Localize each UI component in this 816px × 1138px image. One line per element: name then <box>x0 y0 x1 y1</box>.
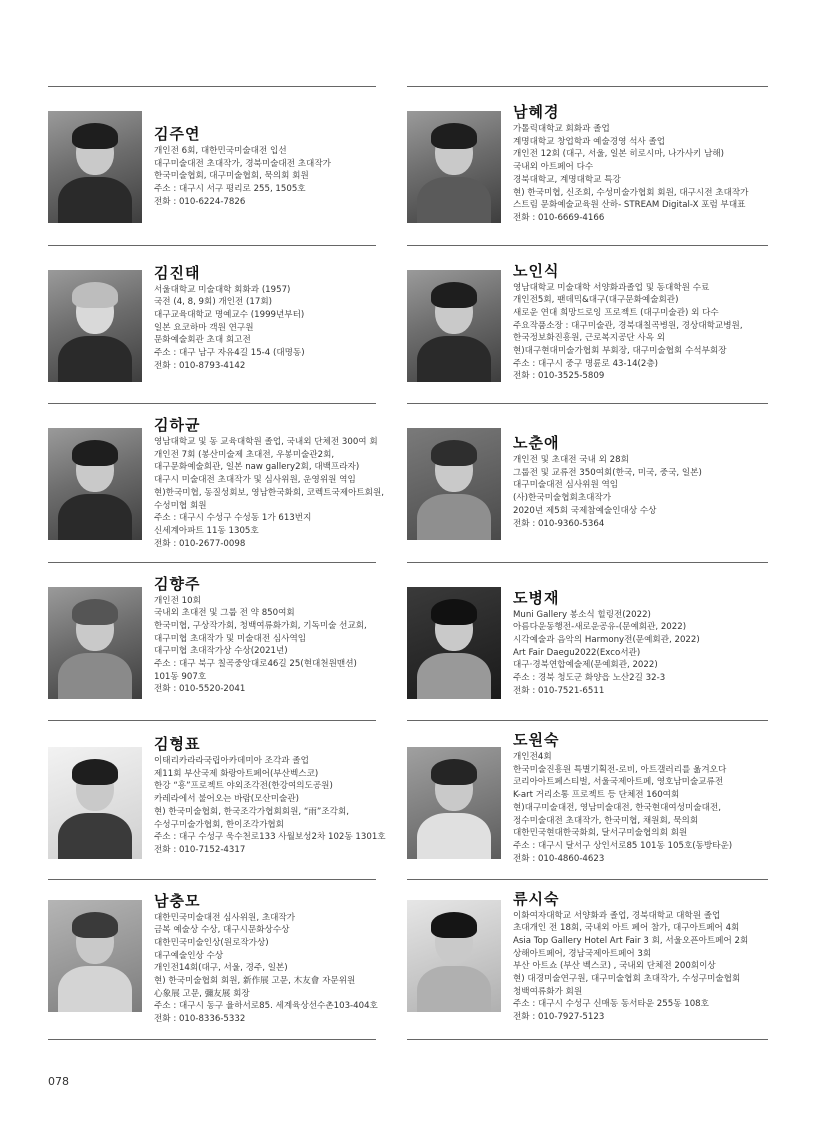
artist-name: 류시숙 <box>513 889 560 908</box>
artist-details: 개인전 10회 국내외 초대전 및 그룹 전 약 850여회 한국미협, 구상작가회, 청백여류화가회, 기독미술 선교회, 대구미협 초대작가 및 미술대전 심사역임 대구미협 초대작가상 수상(2021년) 주소 : 대구 북구 칠곡중앙대로46길 25(현대천원맨션) 101동 907호 전화 : 010-5520-2041 <box>154 595 367 695</box>
bottom-divider <box>48 1039 376 1040</box>
artist-name: 김진태 <box>154 263 201 282</box>
artist-entry <box>407 562 768 721</box>
artist-entry <box>407 879 768 1038</box>
left-column <box>48 86 386 1037</box>
artist-details: 대한민국미술대전 심사위원, 초대작가 금복 예술상 수상, 대구시문화상수상 대한민국미술인상(원로작가상) 대구예술인상 수상 개인전14회(대구, 서울, 경주, 일본) 현) 한국미술협회 회원, 新作展 고문, 木友會 자문위원 心象展 고문, 彌友展 회장 주소 : 대구시 동구 율하서로85. 세계육상선수촌103-404호 전화 : 010-8336-5332 <box>154 912 378 1025</box>
artist-entry <box>48 879 376 1038</box>
page-number: 078 <box>48 1075 69 1088</box>
artist-name: 노인식 <box>513 261 560 280</box>
artist-entry <box>48 720 386 879</box>
artist-name: 김하균 <box>154 416 201 434</box>
artist-name: 남충모 <box>154 891 201 910</box>
artist-photo <box>407 587 501 699</box>
artist-name: 남혜경 <box>513 103 560 121</box>
artist-entry <box>48 245 376 404</box>
artist-entry <box>407 245 768 404</box>
artist-name: 김향주 <box>154 574 201 593</box>
artist-details: 개인전 6회, 대한민국미술대전 입선 대구미술대전 초대작가, 경북미술대전 초대작가 한국미술협회, 대구미술협회, 묵의회 회원 주소 : 대구시 서구 평리로 255, 1505호 전화 : 010-6224-7826 <box>154 146 331 207</box>
artist-entry <box>407 720 768 879</box>
artist-photo <box>48 111 142 223</box>
artist-details: 영남대학교 미술대학 서양화과졸업 및 동대학원 수료 개인전5회, 팬데믹&대구(대구문화예술회관) 새로운 연대 희망드로잉 프로젝트 (대구미술관) 외 다수 주요작품소장 : 대구미술관, 경북대칠곡병원, 경상대학교병원, 한국정보화진흥원, 근로복지공단 사옥 외 현)대구현대미술가협회 부회장, 대구미술협회 수석부회장 주소 : 대구시 중구 명륜로 43-14(2층) 전화 : 010-3525-5809 <box>513 282 743 382</box>
artist-details: 이태리카라라국립아카데미아 조각과 졸업 제11회 부산국제 화랑아트페어(부산벡스코) 한강 “흥”프로젝트 야외조각전(한강여의도공원) 카레라에서 불어오는 바람(모산미술관) 현) 한국미술협회, 한국조각가협회회원, “雨”조각회, 수성구미술가협회, 한이조각가협회 주소 : 대구 수성구 욱수천로133 사월보성2차 102동 1301호 전화 : 010-7152-4317 <box>154 756 386 855</box>
artist-entry <box>407 403 768 562</box>
artist-photo <box>48 587 142 699</box>
artist-details: 서울대학교 미술대학 회화과 (1957) 국전 (4, 8, 9회) 개인전 (17회) 대구교육대학교 명예교수 (1999년부터) 일본 요코하마 객원 연구원 문화예술회관 초대 회고전 주소 : 대구 남구 자유4길 15-4 (대명동) 전화 : 010-8793-4142 <box>154 284 305 371</box>
artist-name: 도원숙 <box>513 731 560 749</box>
artist-name: 도병재 <box>513 588 560 607</box>
artist-details: 이화여자대학교 서양화과 졸업, 경북대학교 대학원 졸업 초대개인 전 18회, 국내외 아트 페어 참가, 대구아트페어 4회 Asia Top Gallery Hotel Art Fair 3 회, 서울오픈아트페어 2회 상해아트페어, 경남국제아트페어 3회 부산 아트쇼 (부산 벡스코) , 국내외 단체전 200회이상 현) 대경미술연구원, 대구미술협회 초대작가, 수성구미술협회 청백여류화가 회원 주소 : 대구시 수성구 신매동 동서타운 255동 108호 전화 : 010-7927-5123 <box>513 910 749 1023</box>
artist-photo <box>48 270 142 382</box>
artist-details: 개인전4회 한국미술진흥원 특별기획전-로비, 아트갤러리를 옮겨오다 코리아아트페스티벌, 서울국제아트페, 영호남미술교류전 K-art 거리소통 프로젝트 등 단체전 160여회 현)대구미술대전, 영남미술대전, 한국현대여성미술대전, 정수미술대전 초대작가, 한국미협, 채원회, 묵의회 대한민국현대한국화회, 달서구미술협의회 회원 주소 : 대구시 달서구 상인서로85 101동 105호(동방타운) 전화 : 010-4860-4623 <box>513 752 733 864</box>
artist-details: Muni Gallery 봉소식 힐링전(2022) 아름다운동행전-새로운공유-(문예회관, 2022) 시각예술과 음악의 Harmony전(문예회관, 2022) Art Fair Daegu2022(Exco서관) 대구·경북연합예술제(문예회관, 2022) 주소 : 경북 청도군 화양읍 노산2길 32-3 전화 : 010-7521-6511 <box>513 609 700 696</box>
artist-photo <box>407 111 501 223</box>
right-column <box>407 86 768 1037</box>
artist-photo <box>407 747 501 859</box>
artist-entry <box>48 86 376 245</box>
artist-name: 노춘애 <box>513 434 560 452</box>
artist-entry <box>48 403 385 562</box>
artist-photo <box>407 270 501 382</box>
artist-entry <box>407 86 768 245</box>
artist-details: 가톨릭대학교 회화과 졸업 계명대학교 창업학과 예술경영 석사 졸업 개인전 12회 (대구, 서울, 일본 히로시마, 나가사키 남해) 국내외 아트페어 다수 경북대학교, 계명대학교 특강 현) 한국미협, 신조회, 수성미술가협회 회원, 대구시전 초대작가 스트림 문화예술교육원 산하- STREAM Digital-X 포럼 부대표 전화 : 010-6669-4166 <box>513 124 749 223</box>
artist-photo <box>48 747 142 859</box>
artist-name: 김형표 <box>154 735 201 753</box>
artist-entry <box>48 562 376 721</box>
artist-name: 김주연 <box>154 125 201 143</box>
artist-details: 영남대학교 및 동 교육대학원 졸업, 국내외 단체전 300여 회 개인전 7회 (봉산미술제 초대전, 우봉미술관2회, 대구문화예술회관, 일본 naw gallery2회, 대백프라자) 대구시 미술대전 초대작가 및 심사위원, 운영위원 역임 현)한국미협, 동질성회보, 영남한국화회, 코렉트국제아트회원, 수성미협 회원 주소 : 대구시 수성구 수성동 1가 613번지 신세계아파트 11동 1305호 전화 : 010-2677-0098 <box>154 437 385 549</box>
artist-photo <box>48 428 142 540</box>
artist-photo <box>407 428 501 540</box>
artist-photo <box>407 900 501 1012</box>
bottom-divider <box>407 1039 768 1040</box>
artist-details: 개인전 및 초대전 국내 외 28회 그룹전 및 교류전 350여회(한국, 미국, 중국, 일본) 대구미술대전 심사위원 역임 (사)한국미술협회초대작가 2020년 제5회 국제참예술인대상 수상 전화 : 010-9360-5364 <box>513 455 702 529</box>
artist-photo <box>48 900 142 1012</box>
